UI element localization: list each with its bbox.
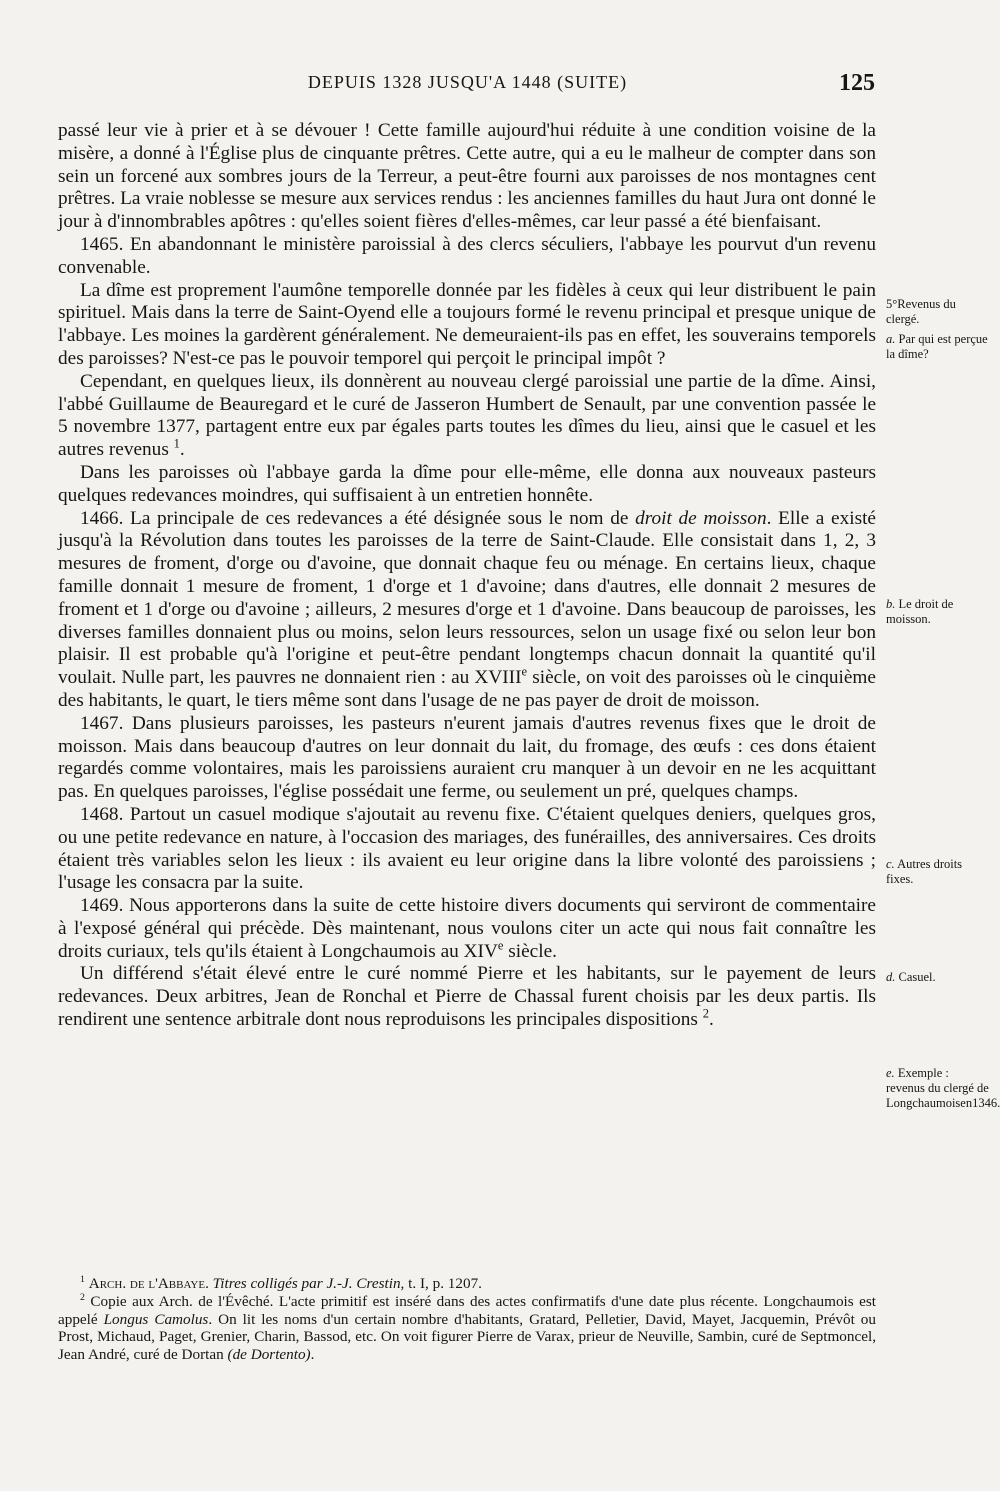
page-number: 125 (839, 70, 875, 96)
footnote-1: $^1$ Arch. de l'Abbaye. Titres colligés par J.-J. Crestin, t. I, p. 1207. (80, 1273, 482, 1292)
paragraph-2: 1465. En abandonnant le ministère paroissial à des clercs séculiers, l'abbaye les pourvut d'un revenu convenable. (58, 233, 876, 278)
margin-note-droits-fixes: c. Autres droits fixes. (886, 857, 963, 886)
main-text (58, 120, 876, 1032)
paragraph-3: La dîme est proprement l'aumône temporelle donnée par les fidèles à ceux qui leur distribuent le pain spirituel. Mais dans la terre de Saint-Oyend elle a toujours formé le revenu principal et presque unique de l'abbaye. Les moines la gardèrent généralement. Ne demeuraient-ils pas en effet, les souverains temporels des paroisses? N'est-ce pas le pouvoir temporel qui perçoit le principal impôt ? (58, 279, 876, 369)
margin-note-exemple: e. Exemple : revenus du clergé de Longchaumoisen1346. (886, 1066, 1000, 1110)
footnote-2: $^2$ Copie aux Arch. de l'Évêché. L'acte primitif est inséré dans des actes confirmatifs d'une date plus récente. Longchaumois est appelé Longus Camolus. On lit les noms d'un certain nombre d'habitants, Gratard, Pelletier, David, Mayet, Jacquemin, Prévôt ou Prost, Michaud, Paget, Grenier, Charin, Bassod, etc. On voit figurer Pierre de Varax, prieur de Neuville, Sambin, curé de Septmoncel, Jean André, curé de Dortan (de Dortento). (58, 1291, 876, 1364)
margin-note-revenus: 5°Revenus du clergé. (886, 297, 956, 326)
paragraph-4: Cependant, en quelques lieux, ils donnèrent au nouveau clergé paroissial une partie de la dîme. Ainsi, l'abbé Guillaume de Beauregard et le curé de Jasseron Humbert de Senault, par une convention passée le 5 novembre 1377, partagent entre eux par égales parts toutes les dîmes du lieu, ainsi que le casuel et les autres revenus $^1$. (58, 370, 876, 461)
footnotes (58, 1275, 876, 1364)
page-header (60, 70, 875, 104)
margin-note-dime: a. Par qui est perçue la dîme? (886, 332, 988, 361)
paragraph-10: Un différend s'était élevé entre le curé nommé Pierre et les habitants, sur le payement de leurs redevances. Deux arbitres, Jean de Ronchal et Pierre de Chassal furent choisis par les deux partis. Ils rendirent une sentence arbitrale dont nous reproduisons les principales dispositions $^2$. (58, 963, 876, 1031)
paragraph-7: 1467. Dans plusieurs paroisses, les pasteurs n'eurent jamais d'autres revenus fixes que le droit de moisson. Mais dans beaucoup d'autres on leur donnait du lait, du fromage, des œufs : ces dons étaient regardés comme volontaires, mais les paroissiens auraient cru manquer à un devoir en ne les acquittant pas. En quelques paroisses, l'église possédait une ferme, ou seulement un pré, quelques champs. (58, 712, 876, 803)
paragraph-6: 1466. La principale de ces redevances a été désignée sous le nom de droit de moisson. Elle a existé jusqu'à la Révolution dans toutes les paroisses de la terre de Saint-Claude. Elle consistait dans 1, 2, 3 mesures de froment, d'orge ou d'avoine, que donnait chaque feu ou ménage. En certains lieux, chaque famille donnait 1 mesure de froment, 1 d'orge et 1 d'avoine; dans d'autres, elle donnait 2 mesures de froment et 1 d'orge ou d'avoine ; ailleurs, 2 mesures d'orge et 1 d'avoine. Dans beaucoup de paroisses, les diverses familles donnaient plus ou moins, selon leurs ressources, selon un usage fixé ou selon leur bon plaisir. Il est probable qu'à l'origine et peut-être pendant longtemps chacun donnait la quantité qu'il voulait. Nulle part, les pauvres ne donnaient rien : au XVIIIe siècle, on voit des paroisses où le cinquième des habitants, le quart, le tiers même sont dans l'usage de ne pas payer de droit de moisson. (58, 507, 876, 711)
running-title: DEPUIS 1328 JUSQU'A 1448 (SUITE) (307, 72, 628, 92)
paragraph-8: 1468. Partout un casuel modique s'ajoutait au revenu fixe. C'étaient quelques deniers, quelques gros, ou une petite redevance en nature, à l'occasion des mariages, des funérailles, des anniversaires. Ces droits étaient très variables selon les lieux : ils avaient eu leur origine dans la libre volonté des paroissiens ; l'usage les consacra par la suite. (58, 803, 876, 894)
margin-note-casuel: d. Casuel. (886, 970, 936, 984)
paragraph-1: passé leur vie à prier et à se dévouer ! Cette famille aujourd'hui réduite à une condition voisine de la misère, a donné à l'Église plus de cinquante prêtres. Cette autre, qui a eu le malheur de compter dans son sein un forcené aux sombres jours de la Terreur, a peut-être fourni aux paroisses de nos montagnes cent prêtres. La vraie noblesse se mesure aux services rendus : les anciennes familles du haut Jura ont donné le jour à d'innombrables apôtres : qu'elles soient fières d'elles-mêmes, car leur passé a été bienfaisant. (58, 120, 876, 233)
margin-note-droit-moisson: b. Le droit de moisson. (886, 597, 954, 626)
paragraph-5: Dans les paroisses où l'abbaye garda la dîme pour elle-même, elle donna aux nouveaux pasteurs quelques redevances moindres, qui suffisaient à un entretien honnête. (58, 461, 876, 506)
paragraph-9: 1469. Nous apporterons dans la suite de cette histoire divers documents qui serviront de commentaire à l'exposé général qui précède. Dès maintenant, nous voulons citer un acte qui nous fait connaître les droits curiaux, tels qu'ils étaient à Longchaumois au XIVe siècle. (58, 895, 876, 962)
